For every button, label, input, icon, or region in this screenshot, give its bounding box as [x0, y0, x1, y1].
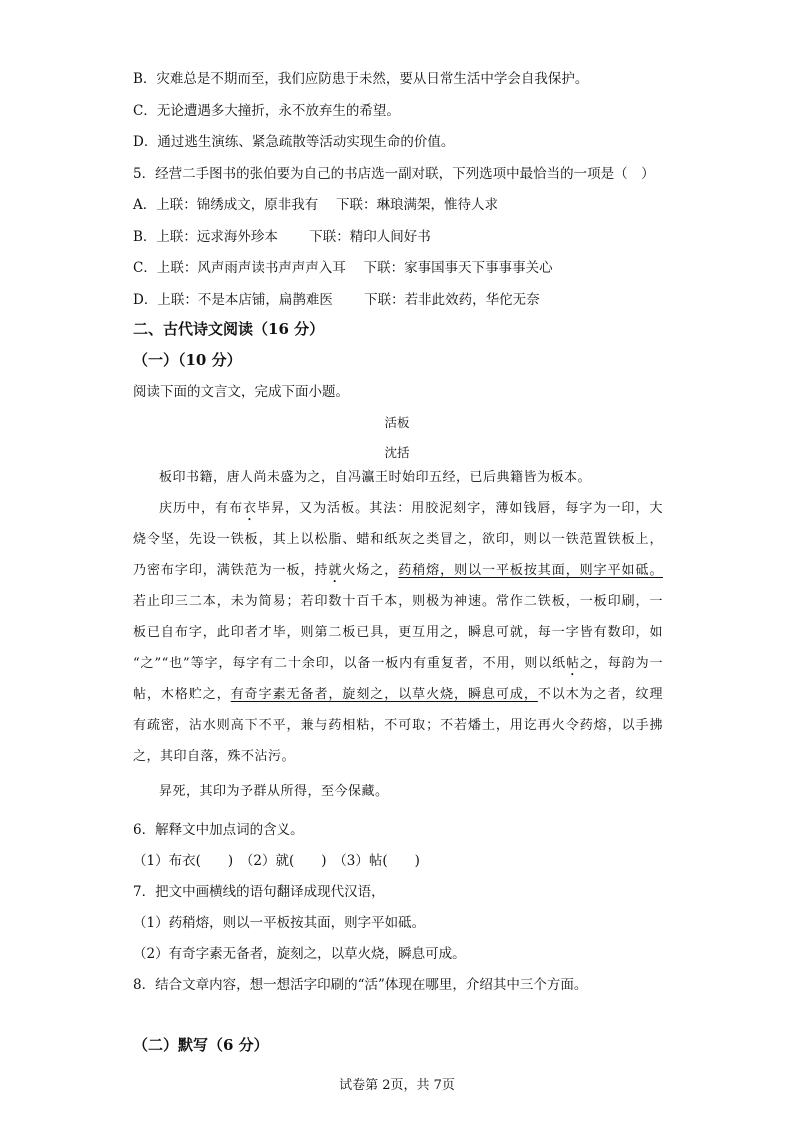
passage-line: 帖，木格贮之，有奇字素无备者，旋刻之，以草火烧，瞬息可成，不以木为之者，纹理 [133, 687, 663, 702]
option-a-q5: A．上联：锦绣成文，原非我有 下联：琳琅满架，惟待人求 [133, 197, 499, 213]
question-6-items: （1）布衣( ) （2）就( ) （3）帖( ) [133, 853, 420, 869]
passage-line: 若止印三二本，未为简易；若印数十百千本，则极为神速。常作二铁板，一板印刷，一 [133, 594, 663, 609]
dotted-word-bu-yi: 衣 [243, 501, 258, 516]
passage-line: 之，其印自落，殊不沾污。 [133, 749, 296, 764]
passage-author: 沈括 [384, 445, 410, 460]
dotted-word-jiu: 就 [328, 563, 343, 578]
passage-line: 庆历中，有布衣毕昇，又为活板。其法：用胶泥刻字，薄如钱唇，每字为一印，大 [159, 501, 663, 516]
passage-title: 活板 [384, 415, 410, 430]
dotted-word-tie: 帖 [566, 656, 580, 671]
passage-line: 板已自布字，此印者才毕，则第二板已具，更互用之，瞬息可就，每一字皆有数印，如 [133, 625, 663, 640]
option-b-q4: B．灾难总是不期而至，我们应防患于未然，要从日常生活中学会自我保护。 [133, 71, 589, 87]
underlined-sentence-1: 药稍熔，则以一平板按其面，则字平如砥。 [398, 563, 663, 578]
underlined-sentence-2: 有奇字素无备者，旋刻之，以草火烧，瞬息可成， [230, 687, 538, 702]
passage-line: 烧令坚，先设一铁板，其上以松脂、蜡和纸灰之类冒之，欲印，则以一铁范置铁板上， [133, 532, 663, 547]
part-1-heading: （一）（10 分） [133, 351, 242, 369]
question-7-sentence-2: （2）有奇字素无备者，旋刻之，以草火烧，瞬息可成。 [133, 946, 466, 962]
passage-line: “之”“也”等字，每字有二十余印，以备一板内有重复者，不用，则以纸帖之，每韵为一 [133, 656, 663, 671]
option-b-q5: B．上联：远求海外珍本 下联：精印人间好书 [133, 229, 431, 245]
section-title: 二、古代诗文阅读（16 分） [133, 320, 325, 338]
option-c-q4: C．无论遭遇多大撞折，永不放弃生的希望。 [133, 103, 400, 119]
option-d-q5: D．上联：不是本店铺，扁鹊难医 下联：若非此效药，华佗无奈 [133, 292, 540, 308]
question-8-stem: 8．结合文章内容，想一想活字印刷的“活”体现在哪里，介绍其中三个方面。 [133, 977, 588, 993]
question-5-stem: 5．经营二手图书的张伯要为自己的书店选一副对联，下列选项中最恰当的一项是（ ） [133, 166, 655, 182]
passage-line: 有疏密，沾水则高下不平，兼与药相粘，不可取；不若燔土，用讫再火令药熔，以手拂 [133, 718, 663, 733]
part-2-heading: （二）默写（6 分） [133, 1036, 269, 1054]
passage-line: 乃密布字印，满铁范为一板，持就火炀之，药稍熔，则以一平板按其面，则字平如砥。 [133, 563, 663, 578]
question-7-sentence-1: （1）药稍熔，则以一平板按其面，则字平如砥。 [133, 915, 426, 931]
passage-paragraph-3: 昇死，其印为予群从所得，至今保藏。 [159, 784, 389, 799]
option-d-q4: D．通过逃生演练、紧急疏散等活动实现生命的价值。 [133, 134, 455, 150]
passage-paragraph-1: 板印书籍，唐人尚未盛为之，自冯瀛王时始印五经，已后典籍皆为板本。 [159, 470, 592, 485]
option-c-q5: C．上联：风声雨声读书声声声入耳 下联：家事国事天下事事事关心 [133, 260, 553, 276]
question-7-stem: 7．把文中画横线的语句翻译成现代汉语， [133, 884, 385, 900]
reading-instruction: 阅读下面的文言文，完成下面小题。 [133, 384, 349, 400]
question-6-stem: 6．解释文中加点词的含义。 [133, 822, 304, 838]
page-footer: 试卷第 2页，共 7页 [339, 1078, 455, 1093]
